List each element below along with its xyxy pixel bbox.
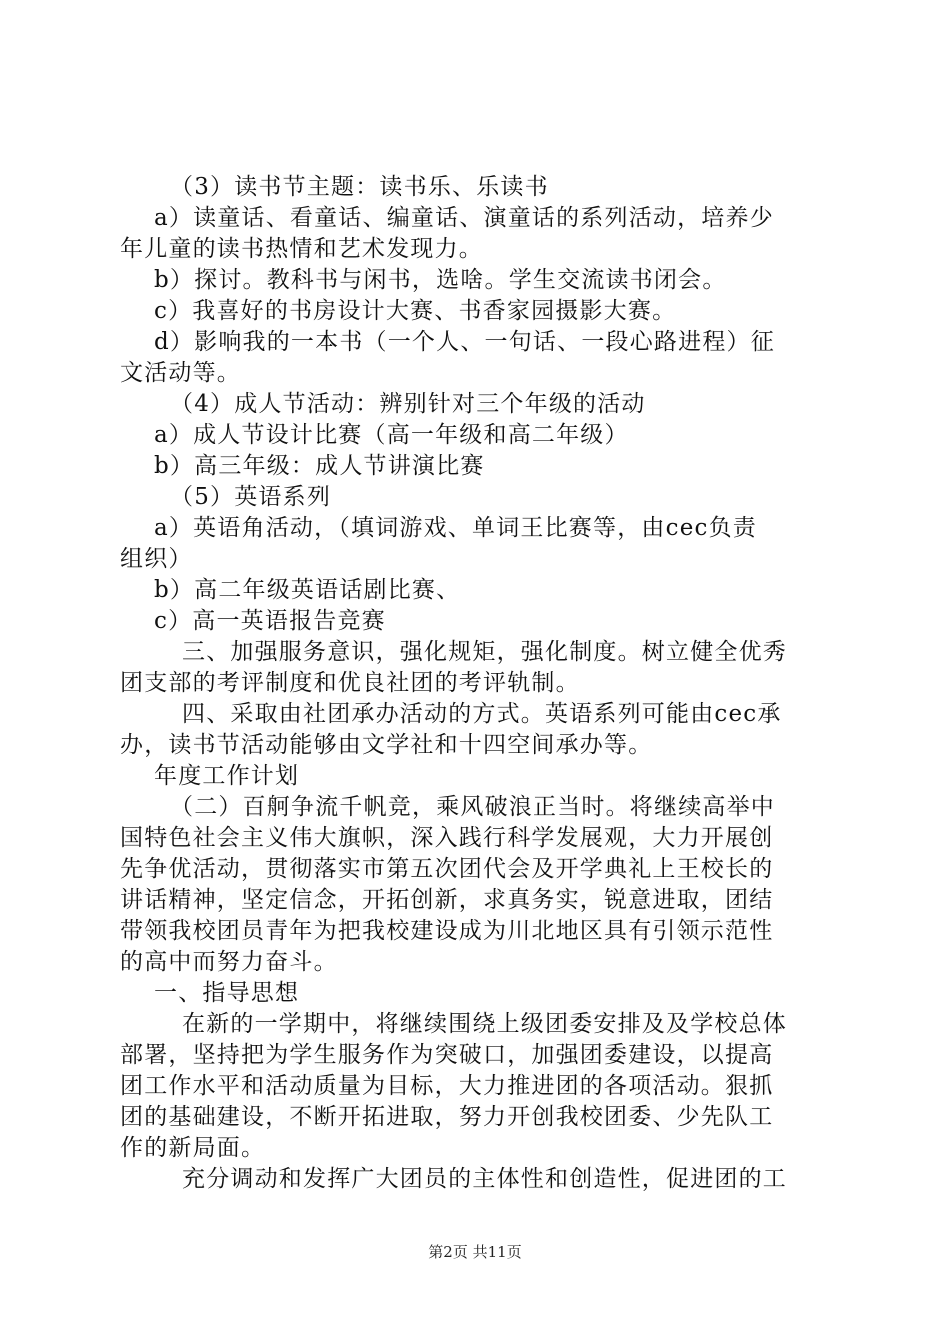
text-line: b）探讨。教科书与闲书，选啥。学生交流读书闭会。 bbox=[154, 267, 727, 293]
text-line: b）高三年级：成人节讲演比赛 bbox=[154, 453, 485, 479]
section-heading: 年度工作计划 bbox=[154, 763, 300, 789]
document-body bbox=[120, 172, 832, 1195]
text-line: （5）英语系列 bbox=[170, 484, 332, 510]
text-line: 作的新局面。 bbox=[120, 1135, 266, 1161]
text-line: 充分调动和发挥广大团员的主体性和创造性，促进团的工 bbox=[182, 1166, 787, 1192]
text-line: 团支部的考评制度和优良社团的考评轨制。 bbox=[120, 670, 580, 696]
text-line: 带领我校团员青年为把我校建设成为川北地区具有引领示范性 bbox=[120, 918, 774, 944]
text-line: 国特色社会主义伟大旗帜，深入践行科学发展观，大力开展创 bbox=[120, 825, 774, 851]
page-footer: 第2页 共11页 bbox=[428, 1243, 522, 1261]
text-line: 团工作水平和活动质量为目标，大力推进团的各项活动。狠抓 bbox=[120, 1073, 774, 1099]
text-line: c）高一英语报告竞赛 bbox=[154, 608, 386, 634]
text-line: 四、采取由社团承办活动的方式。英语系列可能由cec承 bbox=[182, 701, 782, 727]
text-line: 讲话精神，坚定信念，开拓创新，求真务实，锐意进取，团结 bbox=[120, 887, 774, 913]
text-line: （二）百舸争流千帆竞，乘风破浪正当时。将继续高举中 bbox=[170, 794, 775, 820]
section-heading: 一、指导思想 bbox=[154, 980, 300, 1006]
text-line: a）成人节设计比赛（高一年级和高二年级） bbox=[154, 422, 629, 448]
text-line: 三、加强服务意识，强化规矩，强化制度。树立健全优秀 bbox=[182, 639, 787, 665]
text-line: d）影响我的一本书（一个人、一句话、一段心路进程）征 bbox=[154, 329, 775, 355]
text-line: （4）成人节活动：辨别针对三个年级的活动 bbox=[170, 391, 646, 417]
text-line: c）我喜好的书房设计大赛、书香家园摄影大赛。 bbox=[154, 298, 677, 324]
text-line: 组织） bbox=[120, 546, 193, 572]
text-line: a）英语角活动，（填词游戏、单词王比赛等，由cec负责 bbox=[154, 515, 757, 541]
text-line: a）读童话、看童话、编童话、演童话的系列活动，培养少 bbox=[154, 205, 774, 231]
text-line: （3）读书节主题：读书乐、乐读书 bbox=[170, 174, 549, 200]
text-line: 办，读书节活动能够由文学社和十四空间承办等。 bbox=[120, 732, 653, 758]
text-line: 在新的一学期中，将继续围绕上级团委安排及及学校总体 bbox=[182, 1011, 787, 1037]
text-line: 团的基础建设，不断开拓进取，努力开创我校团委、少先队工 bbox=[120, 1104, 774, 1130]
text-line: 先争优活动，贯彻落实市第五次团代会及开学典礼上王校长的 bbox=[120, 856, 774, 882]
text-line: 部署，坚持把为学生服务作为突破口，加强团委建设，以提高 bbox=[120, 1042, 774, 1068]
text-line: 的高中而努力奋斗。 bbox=[120, 949, 338, 975]
text-line: 年儿童的读书热情和艺术发现力。 bbox=[120, 236, 483, 262]
text-line: b）高二年级英语话剧比赛、 bbox=[154, 577, 461, 603]
text-line: 文活动等。 bbox=[120, 360, 241, 386]
